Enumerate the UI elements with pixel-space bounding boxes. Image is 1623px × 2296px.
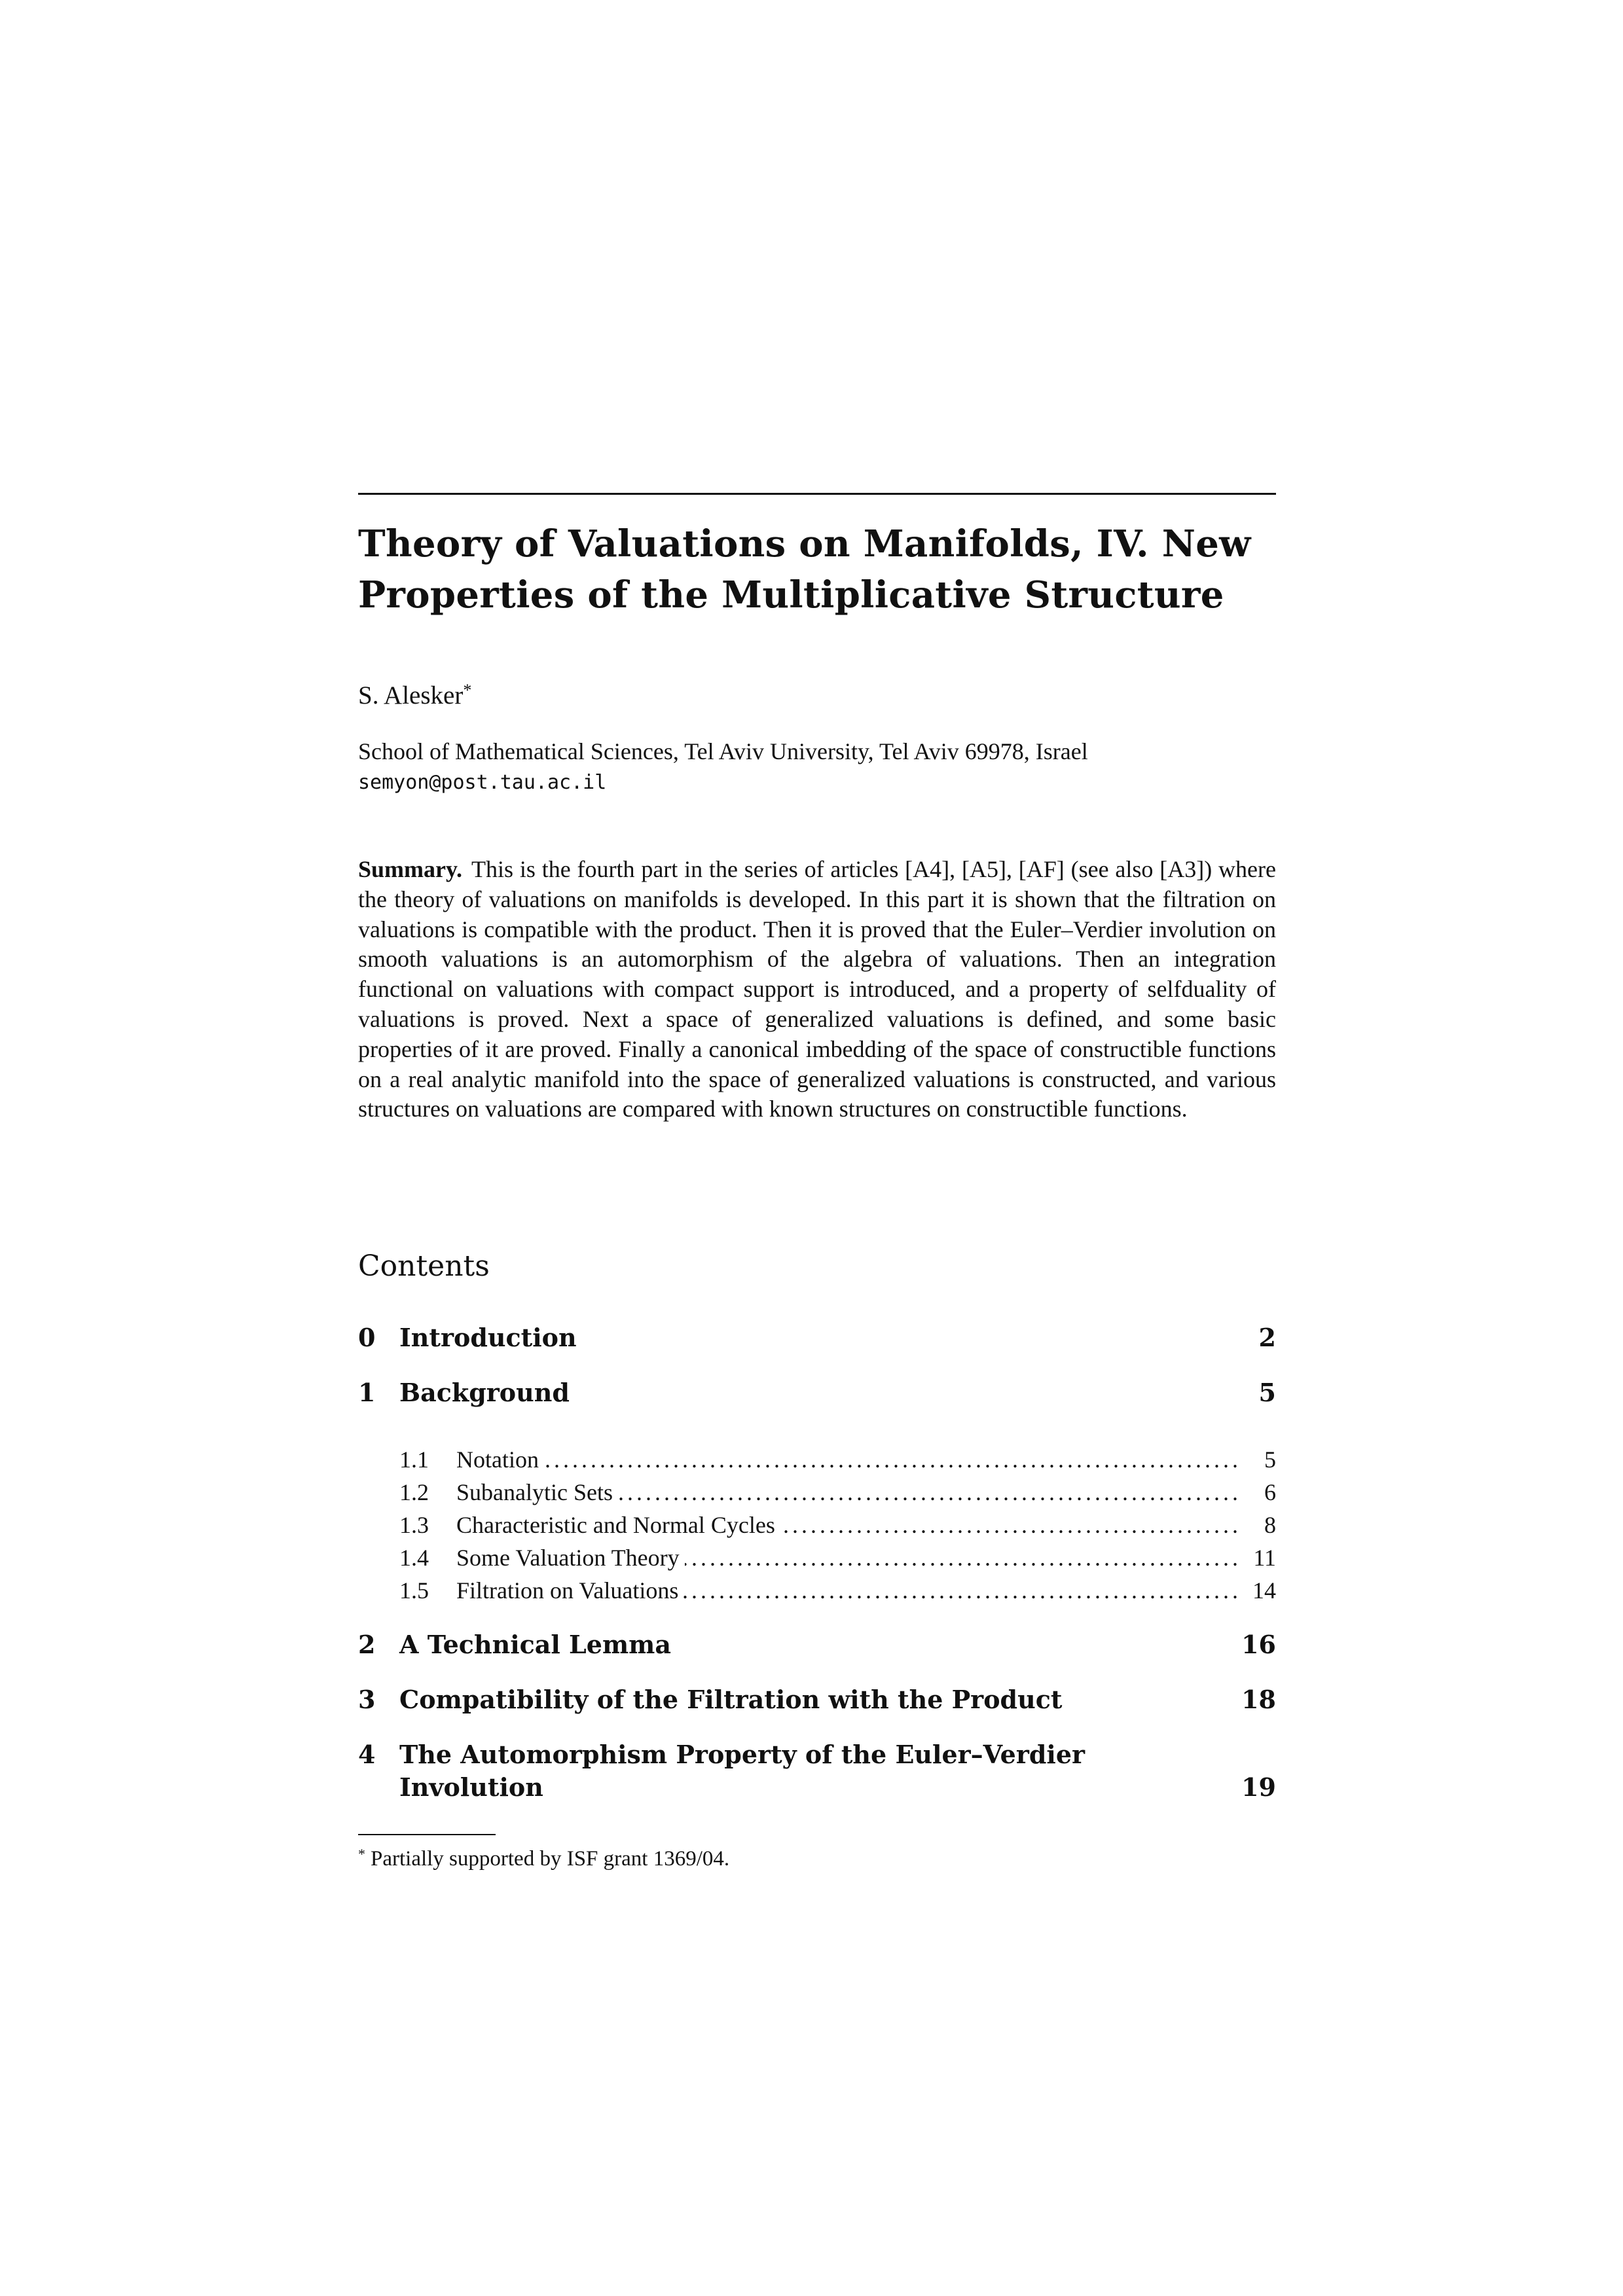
toc-page: 8 (1264, 1512, 1276, 1538)
toc-entry-automorphism[interactable] (358, 1738, 1276, 1806)
paper-title: Theory of Valuations on Manifolds, IV. New Properties of the Multiplicative Structure (358, 522, 1251, 617)
toc-entry-technical-lemma[interactable] (358, 1628, 1276, 1662)
summary-text: This is the fourth part in the series of articles [A4], [A5], [AF] (see also [A3]) where the theory of valuations on manifolds is developed. In this part it is shown that the filtration on valuations is compatible with the product. Then it is proved that the Euler–Verdier involution on smooth valuations is an automorphism of the algebra of valuations. Then an integration functional on valuations with compact support is introduced, and a property of selfduality of valuations is proved. Next a space of generalized valuations is defined, and some basic properties of it are proved. Finally a canonical imbedding of the space of constructible functions on a real analytic manifold into the space of generalized valuations is constructed, and various structures on valuations are compared with known structures on constructible functions. (358, 856, 1276, 1122)
toc-page: 2 (1258, 1323, 1276, 1352)
toc-page: 19 (1241, 1772, 1276, 1802)
toc-title: Notation (456, 1443, 544, 1476)
toc-page: 6 (1264, 1479, 1276, 1505)
toc-page: 18 (1241, 1685, 1276, 1714)
author-name: S. Alesker (358, 681, 464, 709)
toc-title: Filtration on Valuations (456, 1574, 684, 1607)
toc-number: 1.5 (399, 1577, 429, 1604)
toc-number: 3 (358, 1685, 376, 1714)
footnote-text: Partially supported by ISF grant 1369/04. (371, 1847, 730, 1871)
toc-title: Compatibility of the Filtration with the Product (399, 1685, 1063, 1714)
toc-title: Background (399, 1378, 570, 1407)
toc-title: Subanalytic Sets (456, 1476, 618, 1509)
toc-number: 2 (358, 1630, 376, 1659)
toc-entry-introduction[interactable] (358, 1321, 1276, 1355)
summary-label: Summary. (358, 856, 463, 882)
toc-number: 1.3 (399, 1512, 429, 1538)
contents-heading: Contents (358, 1249, 490, 1283)
toc-page: 14 (1252, 1577, 1276, 1604)
toc-title: The Automorphism Property of the Euler–Verdier (399, 1740, 1085, 1769)
toc-number: 1.2 (399, 1479, 429, 1505)
toc-number: 4 (358, 1740, 376, 1769)
affiliation: School of Mathematical Sciences, Tel Aviv University, Tel Aviv 69978, Israel (358, 738, 1088, 764)
toc-title: Introduction (399, 1323, 577, 1352)
toc-number: 1.4 (399, 1545, 429, 1571)
footnote (358, 1839, 729, 1874)
toc-title: A Technical Lemma (399, 1630, 671, 1659)
toc-number: 1.1 (399, 1446, 429, 1473)
toc-page: 11 (1253, 1545, 1276, 1571)
toc-entry-compatibility[interactable] (358, 1683, 1276, 1717)
toc-title: Characteristic and Normal Cycles (456, 1509, 780, 1541)
toc-entry-filtration[interactable] (358, 1574, 1276, 1608)
toc-page: 5 (1264, 1446, 1276, 1473)
toc-number: 0 (358, 1323, 376, 1352)
author-footnote-mark: * (463, 681, 472, 700)
toc-entry-subanalytic-sets[interactable] (358, 1476, 1276, 1510)
toc-page: 5 (1258, 1378, 1276, 1407)
toc-entry-background[interactable] (358, 1376, 1276, 1410)
footnote-mark: * (358, 1846, 365, 1862)
toc-number: 1 (358, 1378, 376, 1407)
footnote-rule (358, 1834, 496, 1835)
toc-leader-dots (456, 1443, 1237, 1476)
toc-page: 16 (1241, 1630, 1276, 1659)
toc-title: Some Valuation Theory (456, 1541, 685, 1574)
author-email[interactable]: semyon@post.tau.ac.il (358, 771, 607, 794)
toc-entry-characteristic-cycles[interactable] (358, 1509, 1276, 1543)
toc-title-line2: Involution (399, 1772, 543, 1802)
toc-entry-valuation-theory[interactable] (358, 1541, 1276, 1575)
toc-entry-notation[interactable] (358, 1443, 1276, 1477)
